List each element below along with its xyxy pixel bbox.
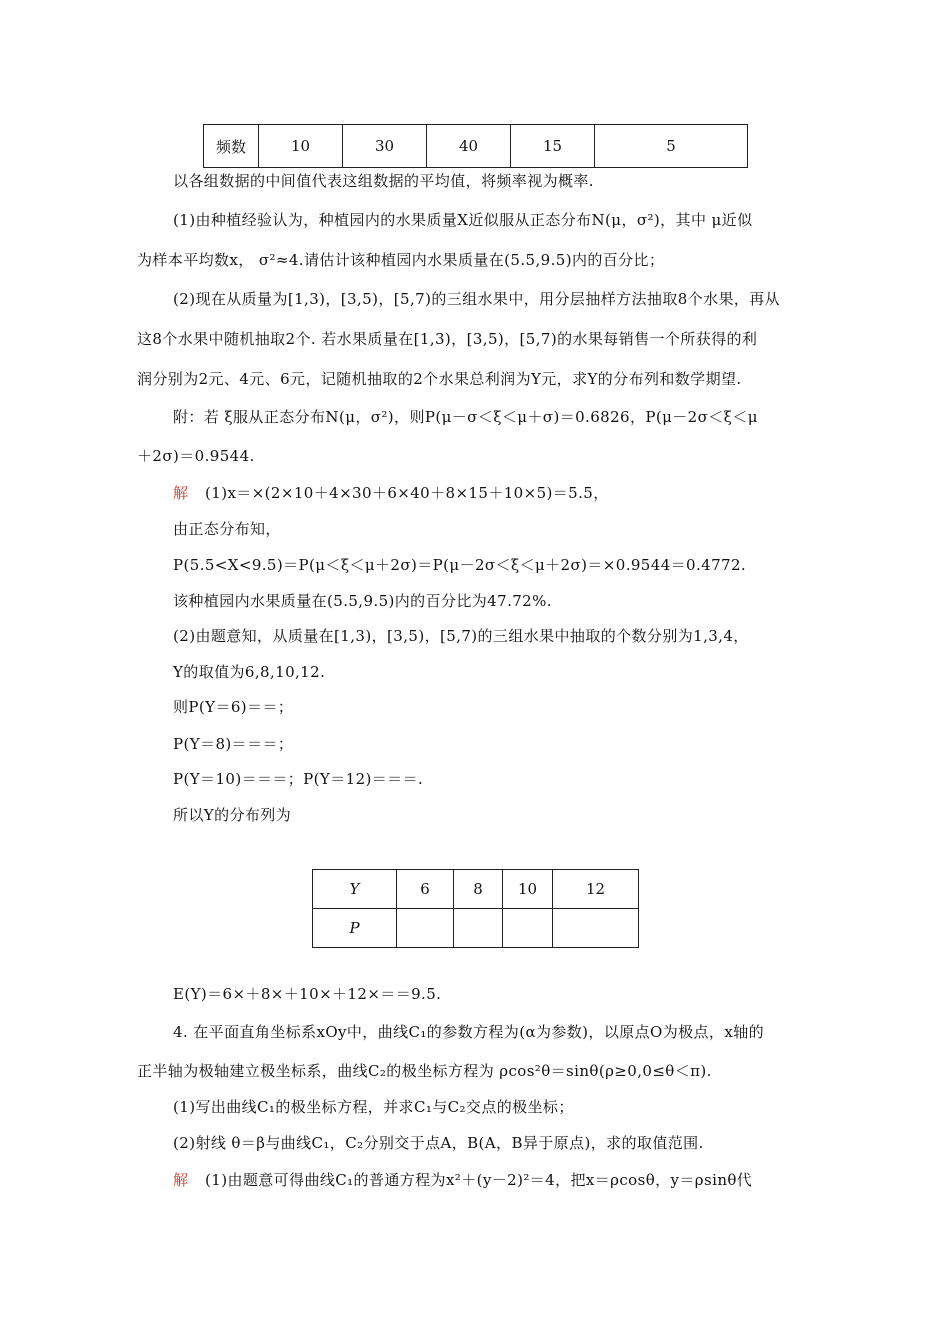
text-line: 所以Y的分布列为 <box>173 806 292 824</box>
frequency-cell: 15 <box>511 125 595 168</box>
solution-label: 解 <box>173 1171 189 1189</box>
text-line: E(Y)＝6×＋8×＋10×＋12×＝＝9.5. <box>173 985 442 1003</box>
frequency-label-cell: 频数 <box>204 125 259 168</box>
text-line: 正半轴为极轴建立极坐标系，曲线C₂的极坐标方程为 ρcos²θ＝sinθ(ρ≥0,0≤θ＜π). <box>137 1062 712 1080</box>
text-line: Y的取值为6,8,10,12. <box>173 663 326 681</box>
distribution-cell <box>503 909 553 948</box>
text-line: P(Y＝8)＝＝＝； <box>173 735 294 753</box>
frequency-cell: 30 <box>343 125 427 168</box>
text-line: 为样本平均数x， σ²≈4.请估计该种植园内水果质量在(5.5,9.5)内的百分比； <box>137 251 665 269</box>
text-line: (1)由题意可得曲线C₁的普通方程为x²＋(y－2)²＝4，把x＝ρcosθ，y＝ρsinθ代 <box>205 1171 753 1189</box>
distribution-cell <box>397 909 454 948</box>
text-line: 附：若 ξ服从正态分布N(μ，σ²)，则P(μ－σ＜ξ＜μ＋σ)＝0.6826，P(μ－2σ＜ξ＜μ <box>173 408 758 426</box>
distribution-cell <box>553 909 639 948</box>
frequency-cell: 40 <box>427 125 511 168</box>
distribution-header-cell: 8 <box>454 870 503 909</box>
text-line: 以各组数据的中间值代表这组数据的平均值，将频率视为概率. <box>173 172 594 190</box>
text-line: 由正态分布知， <box>173 520 281 538</box>
distribution-cell <box>454 909 503 948</box>
text-line: (2)由题意知，从质量在[1,3)，[3,5)，[5,7)的三组水果中抽取的个数分别为1,3,4， <box>173 627 749 645</box>
solution-label: 解 <box>173 484 189 502</box>
text-line: (2)射线 θ＝β与曲线C₁，C₂分别交于点A，B(A，B异于原点)，求的取值范围. <box>173 1134 704 1152</box>
frequency-cell: 10 <box>259 125 343 168</box>
distribution-table <box>312 869 639 948</box>
text-line: (1)写出曲线C₁的极坐标方程，并求C₁与C₂交点的极坐标； <box>173 1098 574 1116</box>
distribution-header-cell: 6 <box>397 870 454 909</box>
text-line: 该种植园内水果质量在(5.5,9.5)内的百分比为47.72%. <box>173 592 552 610</box>
distribution-header-cell: 12 <box>553 870 639 909</box>
text-line: 润分别为2元、4元、6元，记随机抽取的2个水果总利润为Y元，求Y的分布列和数学期望. <box>137 370 742 388</box>
text-line: ＋2σ)＝0.9544. <box>137 447 255 465</box>
distribution-header-cell: Y <box>313 870 397 909</box>
text-line: (2)现在从质量为[1,3)，[3,5)，[5,7)的三组水果中，用分层抽样方法抽取8个水果，再从 <box>173 290 781 308</box>
distribution-row-label: P <box>313 909 397 948</box>
text-line: 4. 在平面直角坐标系xOy中，曲线C₁的参数方程为(α为参数)，以原点O为极点，x轴的 <box>173 1023 764 1041</box>
frequency-table <box>203 124 748 168</box>
text-line: (1)x＝×(2×10＋4×30＋6×40＋8×15＋10×5)＝5.5， <box>205 484 609 502</box>
frequency-cell: 5 <box>595 125 748 168</box>
distribution-header-cell: 10 <box>503 870 553 909</box>
text-line: P(5.5<X<9.5)＝P(μ＜ξ＜μ＋2σ)＝P(μ－2σ＜ξ＜μ＋2σ)＝×0.9544＝0.4772. <box>173 556 747 574</box>
text-line: P(Y＝10)＝＝＝；P(Y＝12)＝＝＝. <box>173 770 424 788</box>
text-line: 则P(Y＝6)＝＝； <box>173 698 294 716</box>
text-line: (1)由种植经验认为，种植园内的水果质量X近似服从正态分布N(μ，σ²)，其中 μ近似 <box>173 211 753 229</box>
text-line: 这8个水果中随机抽取2个. 若水果质量在[1,3)，[3,5)，[5,7)的水果每销售一个所获得的利 <box>137 330 758 348</box>
